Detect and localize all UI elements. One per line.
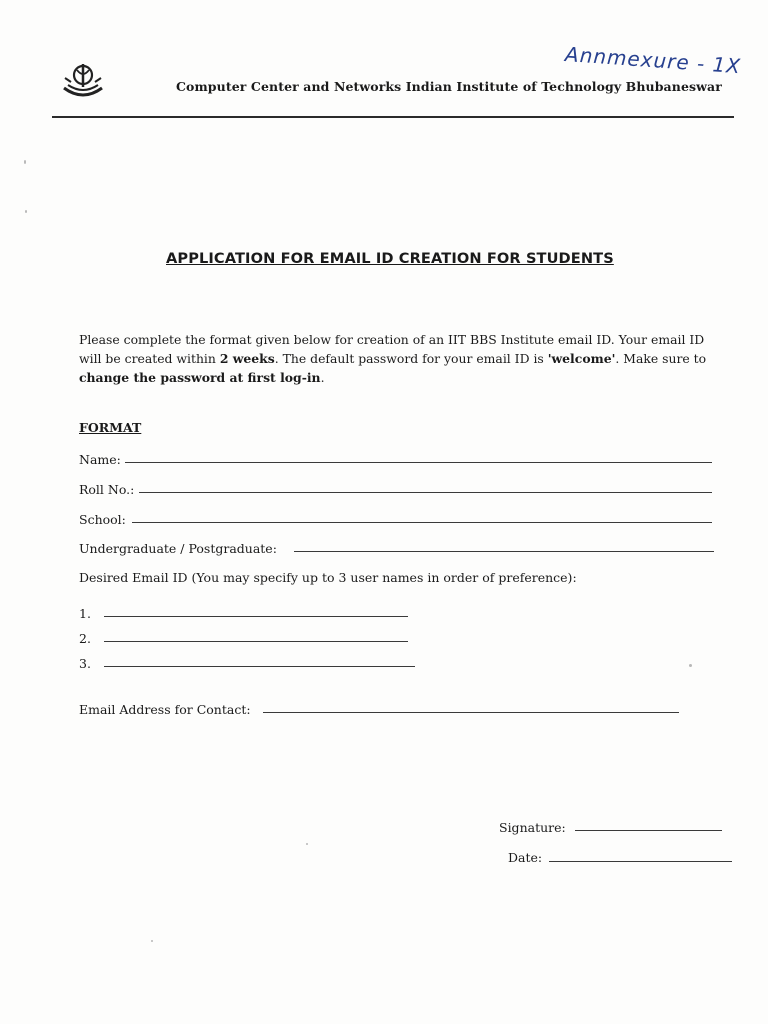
intro-text: . The default password for your email ID is — [274, 351, 548, 366]
header-divider — [52, 116, 734, 118]
desired-email-prompt: Desired Email ID (You may specify up to 3 user names in order of preference): — [79, 570, 577, 585]
page-title: APPLICATION FOR EMAIL ID CREATION FOR STUDENTS — [166, 250, 614, 267]
institute-logo-icon — [58, 58, 108, 102]
option-number: 1. — [79, 606, 91, 621]
scan-speck — [25, 210, 27, 213]
option-number: 3. — [79, 656, 91, 671]
email-option-2-field[interactable] — [104, 641, 408, 642]
school-label: School: — [79, 512, 126, 527]
scan-speck — [151, 940, 153, 942]
scan-speck — [24, 160, 26, 164]
format-heading: FORMAT — [79, 420, 142, 435]
intro-bold-password: 'welcome' — [547, 351, 616, 366]
roll-no-label: Roll No.: — [79, 482, 135, 497]
name-field[interactable] — [125, 462, 712, 463]
contact-email-field[interactable] — [263, 712, 679, 713]
intro-text: Please complete the format given below for creation of an IIT BBS Institute email ID. Your email ID will be created within — [79, 332, 705, 366]
intro-text: . — [320, 370, 325, 385]
school-field[interactable] — [132, 522, 712, 523]
contact-email-label: Email Address for Contact: — [79, 702, 251, 717]
email-option-3-field[interactable] — [104, 666, 415, 667]
program-field[interactable] — [294, 551, 714, 552]
roll-no-field[interactable] — [139, 492, 712, 493]
scan-speck — [689, 664, 692, 667]
name-label: Name: — [79, 452, 121, 467]
option-number: 2. — [79, 631, 91, 646]
scan-speck — [306, 843, 308, 845]
intro-bold-duration: 2 weeks — [219, 351, 275, 366]
intro-text: . Make sure to — [615, 351, 707, 366]
intro-paragraph — [79, 330, 729, 387]
date-label: Date: — [508, 850, 543, 865]
header-title: Computer Center and Networks Indian Institute of Technology Bhubaneswar — [176, 79, 722, 94]
email-option-1-field[interactable] — [104, 616, 408, 617]
handwritten-annotation: Annmexure - 1X — [564, 42, 742, 79]
signature-field[interactable] — [575, 830, 722, 831]
signature-label: Signature: — [499, 820, 566, 835]
date-field[interactable] — [549, 861, 732, 862]
intro-bold-instruction: change the password at first log-in — [79, 370, 321, 385]
program-label: Undergraduate / Postgraduate: — [79, 541, 277, 556]
